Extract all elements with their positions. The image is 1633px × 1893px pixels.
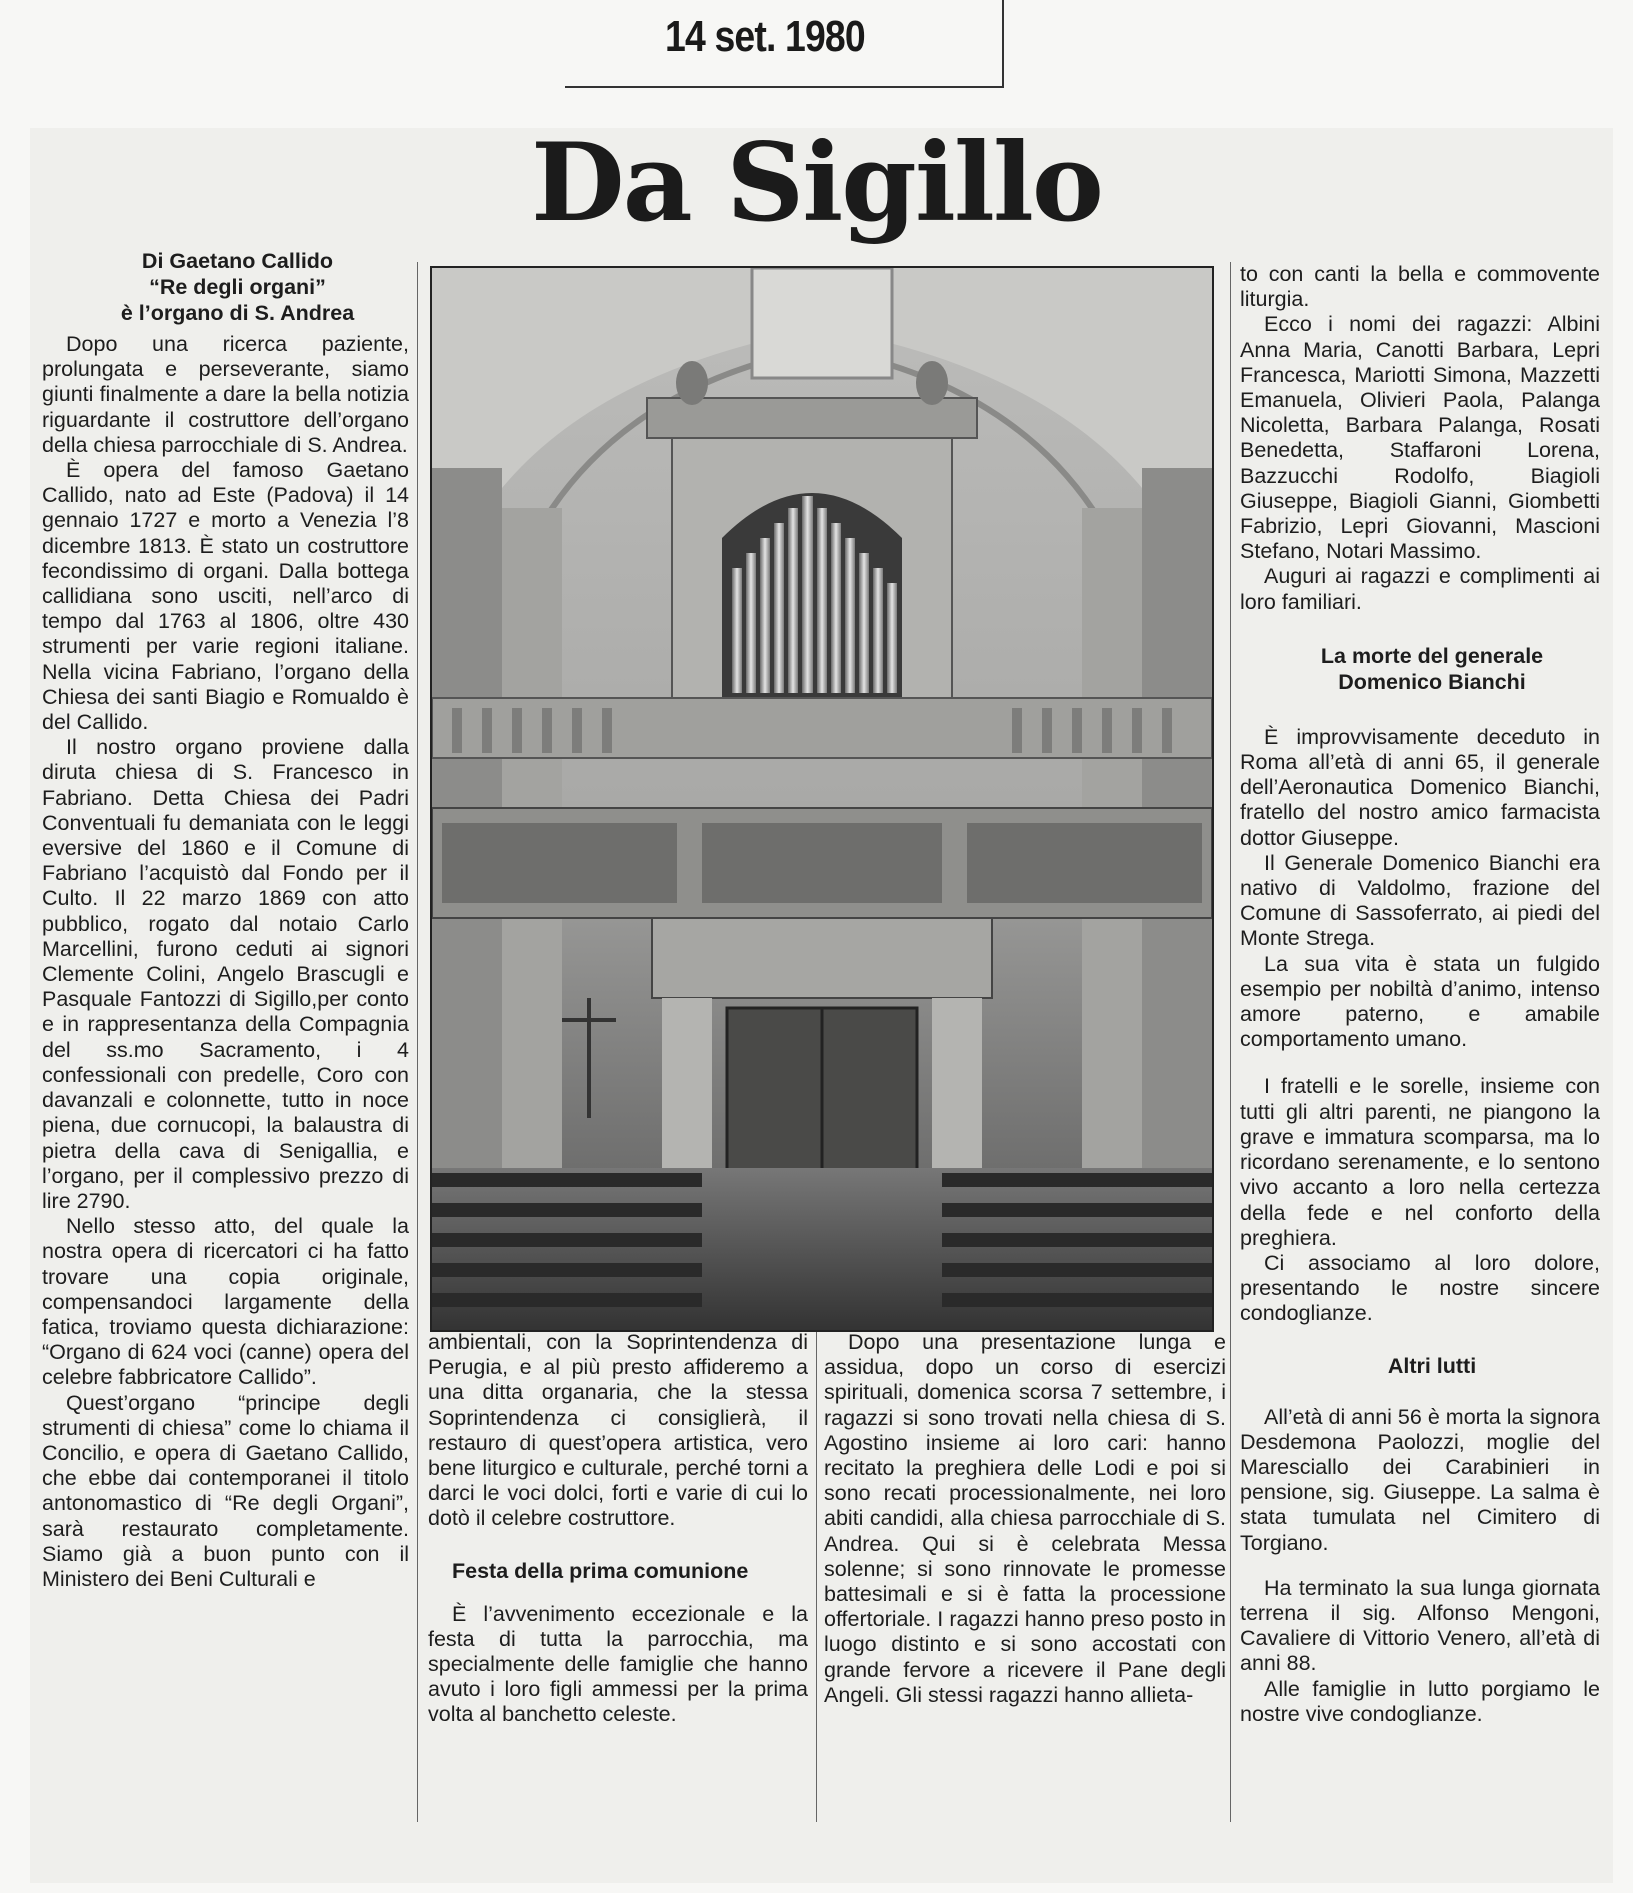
date-stamp-box bbox=[565, 0, 1004, 88]
paragraph: È improvvisamente deceduto in Roma all’età di anni 65, il generale dell’Aeronautica Domenico Bianchi, fratello del nostro amico farmacista dottor Giuseppe. bbox=[1240, 724, 1600, 850]
headline: Da Sigillo bbox=[531, 120, 1102, 246]
church-organ-photo bbox=[430, 266, 1214, 1332]
article-title-line: Di Gaetano Callido bbox=[141, 249, 334, 273]
paragraph: È opera del famoso Gaetano Callido, nato ad Este (Padova) il 14 gennaio 1727 e morto a Venezia l’8 dicembre 1813. È stato un costruttore fecondissimo di organi. Dalla bottega callidiana sono usciti, nell’arco di tempo dal 1763 al 1806, oltre 430 strumenti per varie regioni italiane. Nella vicina Fabriano, l’organo della Chiesa dei santi Biagio e Romualdo è del Callido. bbox=[42, 458, 409, 735]
article-title-line: La morte del generale bbox=[1320, 643, 1544, 668]
paragraph: Auguri ai ragazzi e complimenti ai loro familiari. bbox=[1240, 564, 1600, 614]
paragraph: Alle famiglie in lutto porgiamo le nostre vive condoglianze. bbox=[1240, 1676, 1600, 1726]
article-title-line: “Re degli organi” bbox=[149, 275, 326, 299]
article-communion bbox=[824, 1330, 1226, 1708]
article-title: Altri lutti bbox=[1387, 1353, 1477, 1378]
paragraph: I fratelli e le sorelle, insieme con tutti gli altri parenti, ne piangono la grave e immatura scomparsa, ma lo ricordano serenamente, e lo sentono vivo accanto a loro nella certezza della fede e nel conforto della preghiera. bbox=[1240, 1074, 1600, 1250]
paragraph: Quest’organo “principe degli strumenti di chiesa” come lo chiama il Concilio, e opera di Gaetano Callido, che ebbe dai contemporanei il titolo antonomastico di “Re degli Organi”, sarà restaurato completamente. Siamo già a buon punto con il Ministero dei Beni Culturali e bbox=[42, 1390, 409, 1591]
column-rule bbox=[1230, 262, 1231, 1822]
paragraph: La sua vita è stata un fulgido esempio per nobiltà d’animo, intenso amore paterno, e amabile comportamento umano. bbox=[1240, 951, 1600, 1052]
column-rule bbox=[417, 262, 418, 1822]
article-organ-continuation bbox=[428, 1330, 808, 1728]
paragraph: Ecco i nomi dei ragazzi: Albini Anna Maria, Canotti Barbara, Lepri Francesca, Mariotti Simona, Mazzetti Emanuela, Olivieri Paola, Palanga Nicoletta, Barbara Palanga, Rosati Benedetta, Staffaroni Lorena, Bazzucchi Rodolfo, Biagioli Giuseppe, Biagioli Gianni, Giombetti Fabrizio, Lepri Giovanni, Mascioni Stefano, Notari Massimo. bbox=[1240, 312, 1600, 564]
paragraph: Ci associamo al loro dolore, presentando le nostre sincere condoglianze. bbox=[1240, 1250, 1600, 1326]
article-right-column bbox=[1240, 262, 1600, 1727]
paragraph: Il Generale Domenico Bianchi era nativo di Valdolmo, frazione del Comune di Sassoferrato, ai piedi del Monte Strega. bbox=[1240, 850, 1600, 951]
paragraph: È l’avvenimento eccezionale e la festa di tutta la parrocchia, ma specialmente delle famiglie che hanno avuto i loro figli ammessi per la prima volta al banchetto celeste. bbox=[428, 1601, 808, 1727]
paragraph: Dopo una presentazione lunga e assidua, dopo un corso di esercizi spirituali, domenica scorsa 7 settembre, i ragazzi si sono trovati nella chiesa di S. Agostino insieme ai loro cari: hanno recitato la preghiera delle Lodi e poi si sono recati processionalmente, nei loro abiti candidi, alla chiesa parrocchiale di S. Andrea. Qui si è celebrata Messa solenne; si sono rinnovate le promesse battesimali e si è fatta la processione offertoriale. I ragazzi hanno preso posto in luogo distinto e si sono accostati con grande fervore a ricevere il Pane degli Angeli. Gli stessi ragazzi hanno allieta- bbox=[824, 1330, 1226, 1707]
paragraph: Il nostro organo proviene dalla diruta chiesa di S. Francesco in Fabriano. Detta Chiesa dei Padri Conventuali fu demaniata con le leggi eversive del 1860 e il Comune di Fabriano l’acquistò dal Fondo per il Culto. Il 22 marzo 1869 con atto pubblico, rogato dal notaio Carlo Marcellini, furono ceduti ai signori Clemente Colini, Angelo Brascugli e Pasquale Fantozzi di Sigillo,per conto e in rappresentanza della Compagnia del ss.mo Sacramento, i 4 confessionali con predelle, Coro con davanzali e colonnette, tutto in noce piena, due cornucopi, la balaustra di pietra della cava di Senigallia, e l’organo, per il complessivo prezzo di lire 2790. bbox=[42, 735, 409, 1213]
article-organ bbox=[42, 248, 409, 1592]
paragraph: Nello stesso atto, del quale la nostra opera di ricercatori ci ha fatto trovare una copia originale, compensandoci largamente della fatica, troviamo questa dichiarazione: “Organo di 624 voci (canne) opera del celebre fabbricatore Callido”. bbox=[42, 1214, 409, 1390]
column-rule bbox=[816, 1332, 817, 1822]
article-title-line: è l’organo di S. Andrea bbox=[120, 301, 355, 325]
paragraph: to con canti la bella e commovente liturgia. bbox=[1240, 262, 1600, 312]
paragraph: Ha terminato la sua lunga giornata terrena il sig. Alfonso Mengoni, Cavaliere di Vittorio Venero, all’età di anni 88. bbox=[1240, 1575, 1600, 1676]
paragraph: All’età di anni 56 è morta la signora Desdemona Paolozzi, moglie del Maresciallo dei Carabinieri in pensione, sig. Giuseppe. La salma è stata tumulata nel Cimitero di Torgiano. bbox=[1240, 1404, 1600, 1555]
article-title-line: Domenico Bianchi bbox=[1338, 669, 1526, 694]
paragraph: Dopo una ricerca paziente, prolungata e perseverante, siamo giunti finalmente a dare la bella notizia riguardante il costruttore dell’organo della chiesa parrocchiale di S. Andrea. bbox=[42, 332, 409, 457]
paragraph: ambientali, con la Soprintendenza di Perugia, e al più presto affideremo a una ditta organaria, che la stessa Soprintendenza ci consiglierà, il restauro di quest’opera artistica, vero bene liturgico e culturale, perché torni a darci le voci dolci, forti e varie di cui lo dotò il celebre costruttore. bbox=[428, 1330, 808, 1531]
article-title: Festa della prima comunione bbox=[452, 1558, 749, 1583]
date-stamp: 14 set. 1980 bbox=[665, 12, 865, 61]
